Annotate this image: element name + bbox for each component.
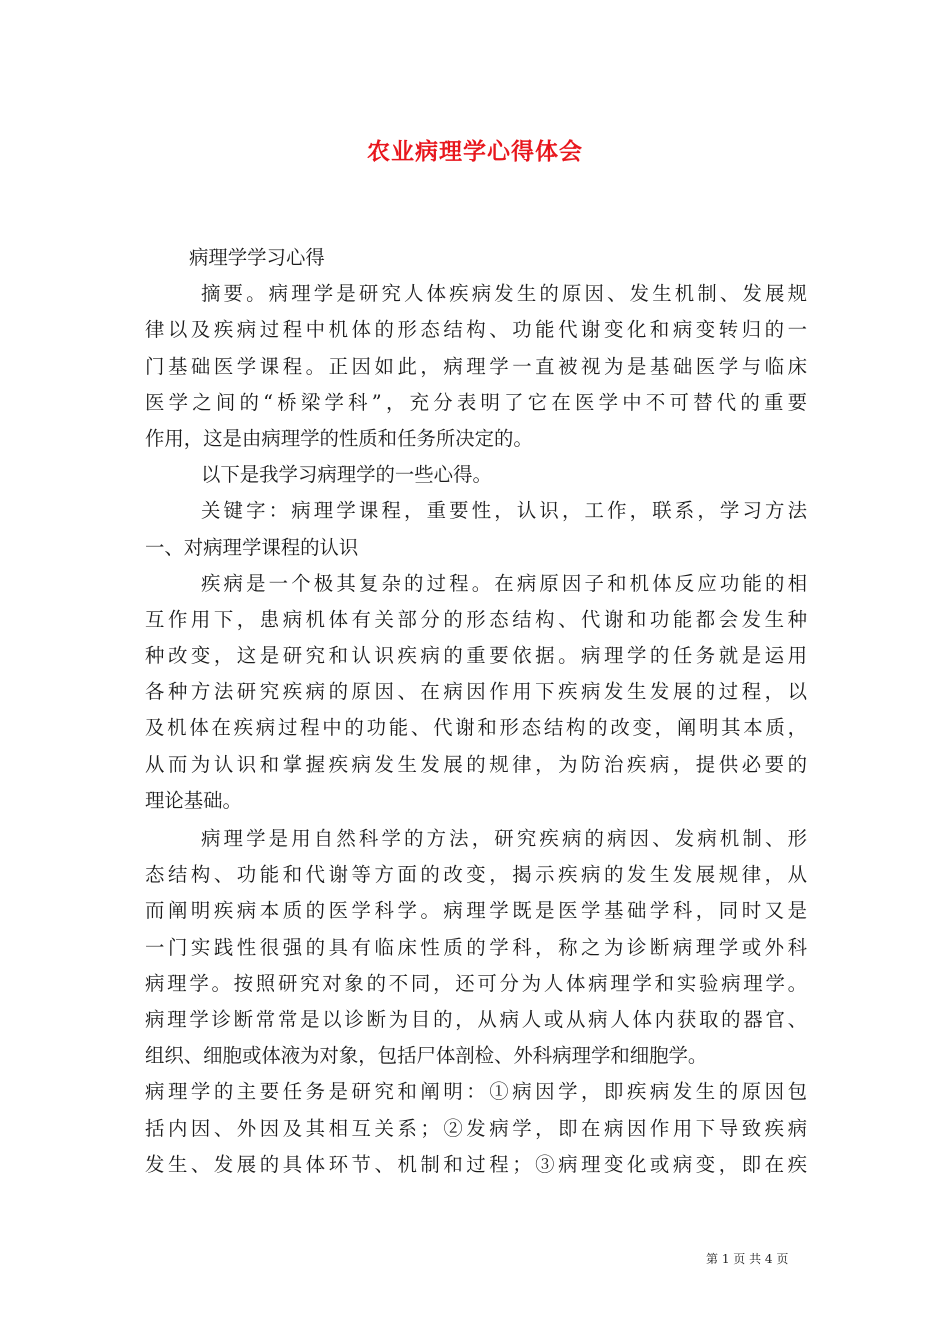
- keywords-line: 关键字：病理学课程，重要性，认识，工作，联系，学习方法: [201, 499, 807, 523]
- paragraph-line: 各种方法研究疾病的原因、在病因作用下疾病发生发展的过程，以: [145, 680, 807, 704]
- paragraph-line: 及机体在疾病过程中的功能、代谢和形态结构的改变，阐明其本质，: [145, 716, 807, 740]
- paragraph-line: 以下是我学习病理学的一些心得。: [201, 463, 492, 487]
- paragraph-line: 疾病是一个极其复杂的过程。在病原因子和机体反应功能的相: [201, 571, 807, 595]
- section-heading: 一、对病理学课程的认识: [145, 535, 359, 559]
- paragraph-line: 病理学。按照研究对象的不同，还可分为人体病理学和实验病理学。: [145, 971, 807, 995]
- paragraph-line: 医学之间的“桥梁学科”，充分表明了它在医学中不可替代的重要: [145, 390, 807, 414]
- paragraph-line: 律以及疾病过程中机体的形态结构、功能代谢变化和病变转归的一: [145, 318, 807, 342]
- paragraph-line: 病理学诊断常常是以诊断为目的，从病人或从病人体内获取的器官、: [145, 1007, 807, 1031]
- paragraph-line: 摘要。病理学是研究人体疾病发生的原因、发生机制、发展规: [201, 282, 807, 306]
- paragraph-line: 从而为认识和掌握疾病发生发展的规律，为防治疾病，提供必要的: [145, 752, 807, 776]
- paragraph-line: 而阐明疾病本质的医学科学。病理学既是医学基础学科，同时又是: [145, 899, 807, 923]
- paragraph-line: 括内因、外因及其相互关系；②发病学，即在病因作用下导致疾病: [145, 1116, 807, 1140]
- paragraph-line: 互作用下，患病机体有关部分的形态结构、代谢和功能都会发生种: [145, 607, 807, 631]
- section-heading: 病理学学习心得: [189, 246, 325, 269]
- paragraph-line: 门基础医学课程。正因如此，病理学一直被视为是基础医学与临床: [145, 354, 807, 378]
- paragraph-line: 作用，这是由病理学的性质和任务所决定的。: [145, 426, 533, 450]
- paragraph-line: 种改变，这是研究和认识疾病的重要依据。病理学的任务就是运用: [145, 644, 807, 668]
- document-body: [145, 240, 807, 1183]
- page-number: 第 1 页 共 4 页: [706, 1252, 789, 1266]
- document-title: 农业病理学心得体会: [367, 138, 583, 165]
- paragraph-line: 态结构、功能和代谢等方面的改变，揭示疾病的发生发展规律，从: [145, 863, 807, 887]
- paragraph-line: 病理学是用自然科学的方法，研究疾病的病因、发病机制、形: [201, 827, 807, 850]
- paragraph-line: 组织、细胞或体液为对象，包括尸体剖检、外科病理学和细胞学。: [145, 1044, 708, 1068]
- paragraph-line: 理论基础。: [145, 788, 242, 812]
- paragraph-line: 一门实践性很强的具有临床性质的学科，称之为诊断病理学或外科: [145, 935, 807, 959]
- paragraph-line: 发生、发展的具体环节、机制和过程；③病理变化或病变，即在疾: [145, 1152, 807, 1176]
- paragraph-line: 病理学的主要任务是研究和阐明：①病因学，即疾病发生的原因包: [145, 1080, 807, 1104]
